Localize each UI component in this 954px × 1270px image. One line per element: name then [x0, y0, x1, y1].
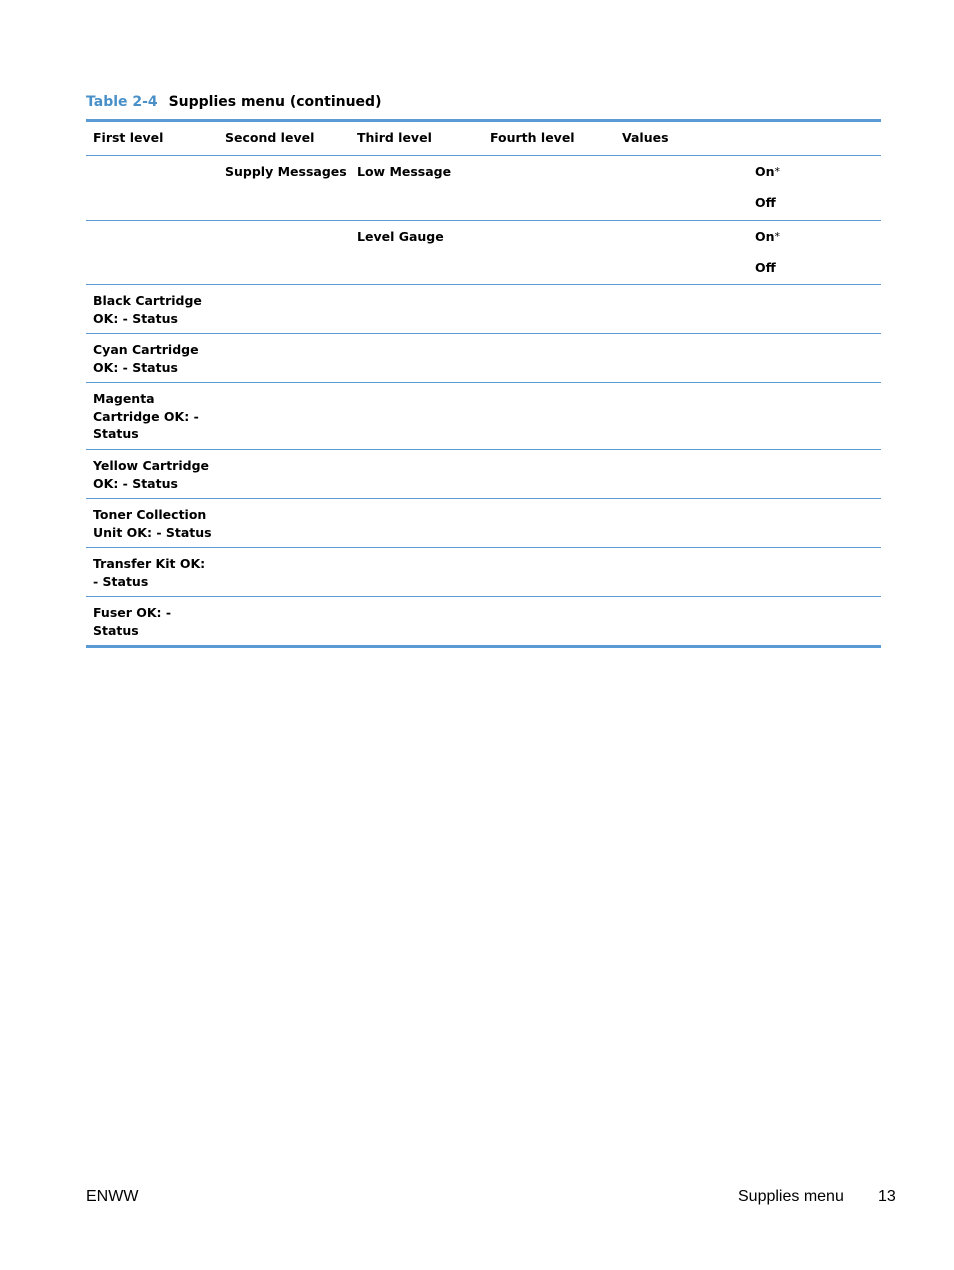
value-cell	[755, 228, 780, 246]
default-marker: *	[774, 165, 781, 178]
header-values: Values	[622, 130, 669, 145]
table-row	[86, 221, 881, 285]
first-level-cell: Fuser OK: - Status	[93, 605, 172, 638]
header-third-level: Third level	[357, 130, 432, 145]
table-row	[86, 285, 881, 334]
table-row	[86, 383, 881, 450]
value-text: On	[755, 164, 775, 179]
header-second-level: Second level	[225, 130, 315, 145]
supplies-menu-table	[86, 119, 881, 648]
header-fourth-level: Fourth level	[490, 130, 575, 145]
first-level-cell: Transfer Kit OK: - Status	[93, 556, 206, 589]
table-row	[86, 499, 881, 548]
first-level-cell: Yellow Cartridge OK: - Status	[93, 458, 210, 491]
value-text: On	[755, 229, 775, 244]
page-number: 13	[878, 1188, 896, 1205]
table-row	[86, 548, 881, 597]
third-level-cell: Level Gauge	[357, 229, 444, 244]
table-row	[86, 597, 881, 645]
second-level-cell: Supply Messages	[225, 164, 347, 179]
value-cell: Off	[755, 260, 776, 275]
third-level-cell: Low Message	[357, 164, 452, 179]
footer-left-label: ENWW	[86, 1188, 139, 1205]
table-number: Table 2-4	[86, 94, 158, 110]
first-level-cell: Cyan Cartridge OK: - Status	[93, 342, 199, 375]
first-level-cell: Magenta Cartridge OK: - Status	[93, 391, 199, 441]
table-row	[86, 450, 881, 499]
footer-section-title: Supplies menu	[738, 1188, 844, 1205]
default-marker: *	[774, 230, 781, 243]
value-cell	[755, 163, 780, 181]
first-level-cell: Toner Collection Unit OK: - Status	[93, 507, 212, 540]
table-title: Supplies menu (continued)	[168, 94, 382, 110]
header-first-level: First level	[93, 130, 164, 145]
table-row	[86, 334, 881, 383]
first-level-cell: Black Cartridge OK: - Status	[93, 293, 202, 326]
table-caption	[86, 94, 381, 110]
value-cell: Off	[755, 195, 776, 210]
table-header-row	[86, 122, 881, 156]
table-row	[86, 156, 881, 221]
